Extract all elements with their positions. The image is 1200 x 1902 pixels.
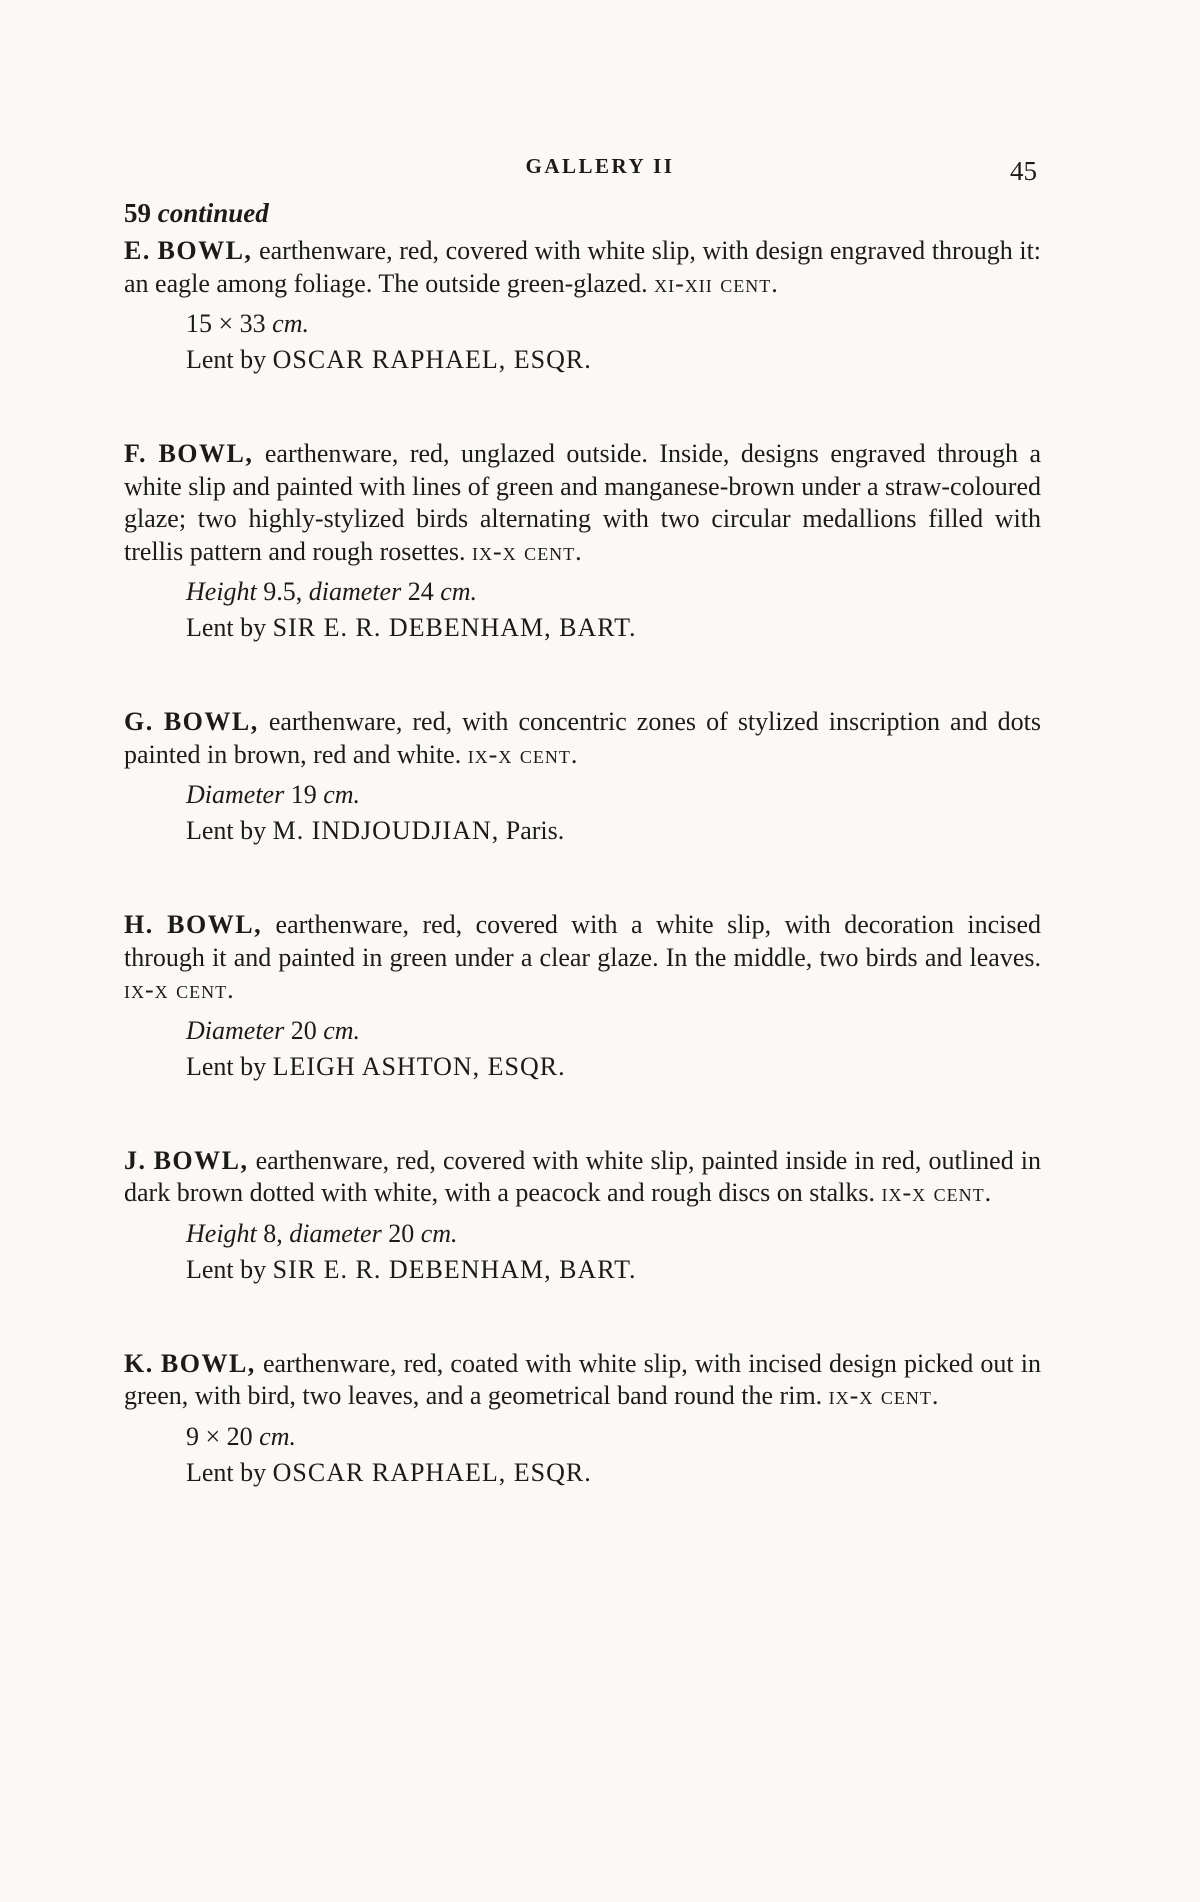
entry-letter: G. bbox=[124, 707, 154, 736]
entry-letter: F. bbox=[124, 439, 147, 468]
page-number: 45 bbox=[1010, 156, 1037, 186]
catalogue-text bbox=[124, 197, 1041, 1551]
dimension-value: 20 bbox=[290, 1015, 317, 1045]
lent-by-label: Lent by bbox=[186, 613, 267, 642]
dimension-label: Diameter bbox=[186, 1015, 285, 1045]
entry-text: earthenware, red, covered with white slip, with design engraved through it: an eagle among foliage. The outside green-glazed. bbox=[124, 236, 1042, 298]
entry-dimensions bbox=[186, 1421, 1041, 1453]
lender-name: SIR E. R. DEBENHAM, BART. bbox=[272, 613, 637, 642]
entry-date: ix-x cent. bbox=[472, 536, 583, 566]
entry-description bbox=[124, 1145, 1041, 1210]
lent-by-label: Lent by bbox=[186, 816, 267, 845]
entry-text: earthenware, red, coated with white slip, with incised design picked out in green, with bird, two leaves, and a geometrical band round the rim. bbox=[124, 1348, 1042, 1410]
continued-heading bbox=[124, 197, 1041, 229]
catalogue-entry-j bbox=[124, 1145, 1041, 1286]
entry-lender bbox=[186, 815, 1041, 847]
dimension-value: 9.5, bbox=[263, 577, 303, 606]
catalogue-number: 59 bbox=[124, 198, 151, 228]
entry-object: BOWL, bbox=[158, 439, 254, 468]
catalogue-entry-f bbox=[124, 438, 1041, 644]
entry-date: ix-x cent. bbox=[828, 1381, 940, 1410]
entry-dimensions bbox=[186, 308, 1041, 340]
entry-object: BOWL, bbox=[157, 236, 253, 265]
lent-by-label: Lent by bbox=[186, 1051, 267, 1081]
catalogue-entry-g bbox=[124, 706, 1041, 847]
dimension-value: 9 × 20 bbox=[186, 1421, 253, 1451]
lender-place: Paris. bbox=[505, 816, 565, 845]
dimension-label-2: diameter bbox=[289, 1218, 382, 1248]
entry-date: ix-x cent. bbox=[467, 739, 579, 769]
lender-name: OSCAR RAPHAEL, ESQR. bbox=[272, 345, 592, 374]
entry-lender bbox=[186, 1457, 1041, 1489]
entry-lender bbox=[186, 1254, 1041, 1286]
running-head bbox=[0, 150, 1200, 190]
entry-letter: K. bbox=[124, 1348, 154, 1378]
continued-label: continued bbox=[157, 198, 269, 228]
entry-text: earthenware, red, covered with a white slip, with decoration incised through it and painted in green under a clear glaze. In the middle, two birds and leaves. bbox=[124, 910, 1042, 972]
dimension-unit: cm. bbox=[323, 780, 361, 809]
entry-description bbox=[124, 706, 1041, 771]
lender-name: SIR E. R. DEBENHAM, BART. bbox=[272, 1254, 637, 1284]
catalogue-entry-k bbox=[124, 1348, 1041, 1489]
dimension-value-2: 24 bbox=[407, 577, 434, 606]
dimension-unit: cm. bbox=[259, 1421, 296, 1451]
entry-dimensions bbox=[186, 779, 1041, 811]
entry-object: BOWL, bbox=[160, 1348, 256, 1378]
dimension-value: 15 × 33 bbox=[186, 309, 266, 338]
entry-object: BOWL, bbox=[167, 910, 263, 939]
entry-description bbox=[124, 438, 1041, 568]
dimension-label: Height bbox=[186, 1218, 257, 1248]
lender-name: M. INDJOUDJIAN, bbox=[272, 816, 500, 845]
entry-lender bbox=[186, 344, 1041, 376]
dimension-value: 19 bbox=[290, 780, 317, 809]
dimension-label: Height bbox=[186, 577, 257, 606]
entry-description bbox=[124, 1348, 1041, 1413]
lender-name: OSCAR RAPHAEL, ESQR. bbox=[272, 1457, 592, 1487]
lent-by-label: Lent by bbox=[186, 345, 267, 374]
entry-object: BOWL, bbox=[153, 1145, 249, 1175]
dimension-unit: cm. bbox=[323, 1015, 361, 1045]
entry-dimensions bbox=[186, 576, 1041, 608]
dimension-label: Diameter bbox=[186, 780, 285, 809]
dimension-value: 8, bbox=[263, 1218, 283, 1248]
entry-letter: H. bbox=[124, 910, 154, 939]
entry-object: BOWL, bbox=[163, 707, 259, 736]
dimension-unit: cm. bbox=[420, 1218, 458, 1248]
entry-letter: J. bbox=[124, 1145, 147, 1175]
lent-by-label: Lent by bbox=[186, 1254, 267, 1284]
dimension-unit: cm. bbox=[272, 309, 309, 338]
entry-date: ix-x cent. bbox=[881, 1178, 993, 1207]
entry-text: earthenware, red, with concentric zones of stylized inscription and dots painted in brown, red and white. bbox=[124, 707, 1041, 769]
entry-lender bbox=[186, 1051, 1041, 1083]
entry-lender bbox=[186, 612, 1041, 644]
dimension-unit: cm. bbox=[440, 577, 478, 606]
entry-date: xi-xii cent. bbox=[654, 268, 779, 298]
entry-dimensions bbox=[186, 1015, 1041, 1047]
entry-letter: E. bbox=[124, 236, 151, 265]
lent-by-label: Lent by bbox=[186, 1457, 267, 1487]
dimension-value-2: 20 bbox=[388, 1218, 415, 1248]
lender-name: LEIGH ASHTON, ESQR. bbox=[272, 1051, 566, 1081]
gallery-title: GALLERY II bbox=[525, 154, 675, 178]
dimension-label-2: diameter bbox=[308, 577, 402, 606]
entry-text: earthenware, red, covered with white slip, painted inside in red, outlined in dark brown dotted with white, with a peacock and rough discs on stalks. bbox=[124, 1145, 1042, 1207]
entry-dimensions bbox=[186, 1218, 1041, 1250]
catalogue-entry-h bbox=[124, 909, 1041, 1083]
entry-description bbox=[124, 909, 1041, 1007]
entry-text: earthenware, red, unglazed outside. Inside, designs engraved through a white slip and painted with lines of green and manganese-brown under a straw-coloured glaze; two highly-stylized birds alternating with two circular medallions filled with trellis pattern and rough rosettes. bbox=[124, 439, 1042, 566]
entry-date: ix-x cent. bbox=[124, 975, 235, 1004]
catalogue-entry-e bbox=[124, 235, 1041, 376]
entry-description bbox=[124, 235, 1041, 300]
